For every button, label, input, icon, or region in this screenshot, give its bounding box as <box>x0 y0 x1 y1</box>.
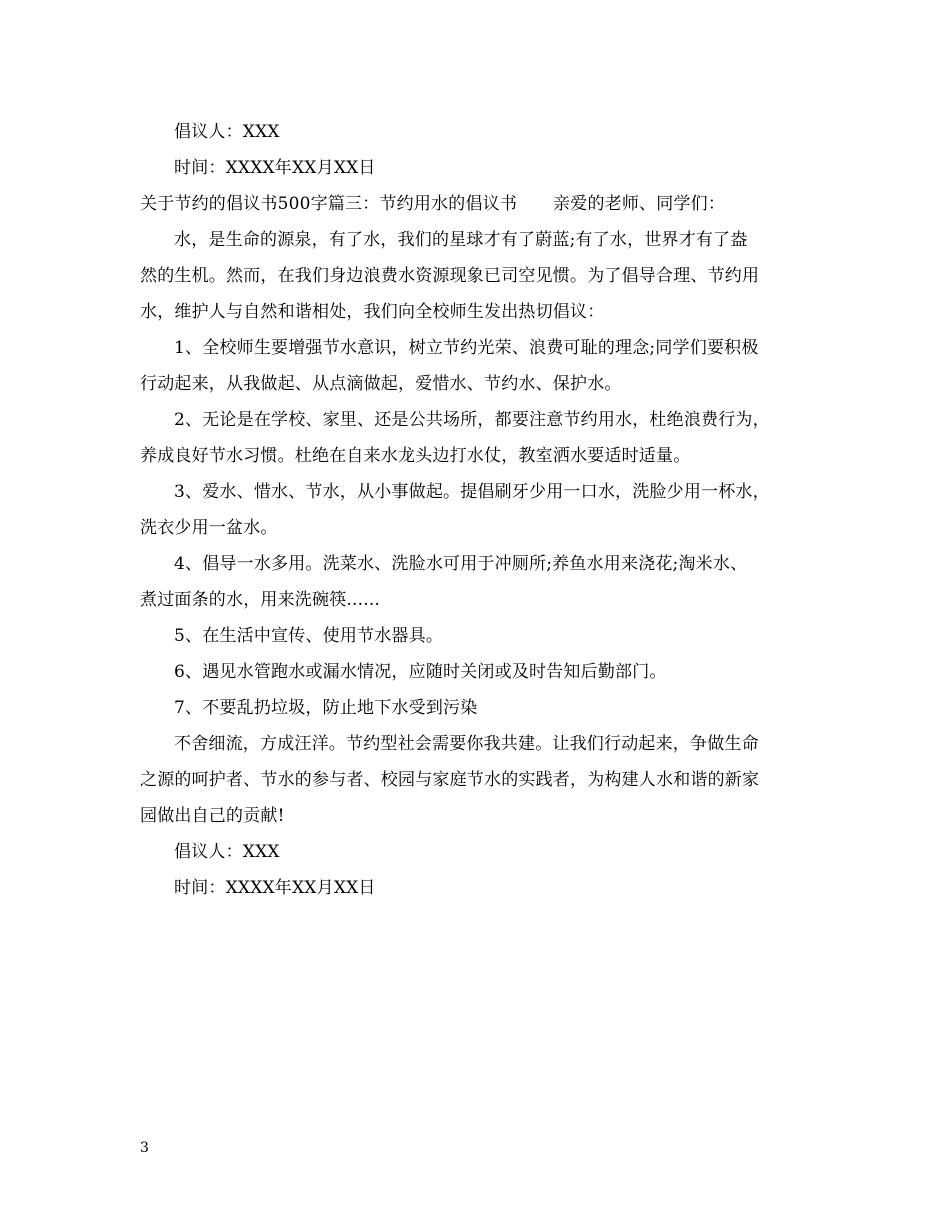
date-line <box>140 150 820 186</box>
list-item-6 <box>140 654 820 690</box>
text-line: 7、不要乱扔垃圾，防止地下水受到污染 <box>174 698 478 718</box>
text-line: 时间：XXXX年XX月XX日 <box>174 158 376 178</box>
text-line: 然的生机。然而，在我们身边浪费水资源现象已司空见惯。为了倡导合理、节约用 <box>140 266 760 286</box>
text-line: 洗衣少用一盆水。 <box>140 518 278 538</box>
paragraph-line <box>140 762 820 798</box>
paragraph-line <box>140 366 820 402</box>
text-line: 5、在生活中宣传、使用节水器具。 <box>174 626 444 646</box>
text-line: 园做出自己的贡献! <box>140 806 285 826</box>
text-line: 3、爱水、惜水、节水，从小事做起。提倡刷牙少用一口水，洗脸少用一杯水， <box>174 482 770 502</box>
text-line: 行动起来，从我做起、从点滴做起，爱惜水、节约水、保护水。 <box>140 374 622 394</box>
paragraph-line <box>140 798 820 834</box>
page-number: 3 <box>140 1140 149 1156</box>
paragraph-line <box>140 294 820 330</box>
text-line: 不舍细流，方成汪洋。节约型社会需要你我共建。让我们行动起来，争做生命 <box>174 734 759 754</box>
text-line: 煮过面条的水，用来洗碗筷...... <box>140 590 381 610</box>
signer-line <box>140 834 820 870</box>
text-line: 养成良好节水习惯。杜绝在自来水龙头边打水仗，教室洒水要适时适量。 <box>140 446 691 466</box>
text-line: 倡议人：XXX <box>174 842 280 862</box>
text-line: 倡议人：XXX <box>174 122 280 142</box>
section-heading <box>140 186 820 222</box>
paragraph-line <box>140 438 820 474</box>
text-line: 4、倡导一水多用。洗菜水、洗脸水可用于冲厕所;养鱼水用来浇花;淘米水、 <box>174 554 748 574</box>
document-body <box>140 114 820 906</box>
list-item-3 <box>140 474 820 510</box>
salutation-text: 亲爱的老师、同学们： <box>553 194 726 214</box>
text-line: 2、无论是在学校、家里、还是公共场所，都要注意节约用水，杜绝浪费行为， <box>174 410 770 430</box>
paragraph-line <box>140 222 820 258</box>
list-item-1 <box>140 330 820 366</box>
list-item-2 <box>140 402 820 438</box>
list-item-5 <box>140 618 820 654</box>
closing-paragraph <box>140 726 820 762</box>
paragraph-line <box>140 510 820 546</box>
text-line: 水，维护人与自然和谐相处，我们向全校师生发出热切倡议： <box>140 302 605 322</box>
text-line: 1、全校师生要增强节水意识，树立节约光荣、浪费可耻的理念;同学们要积极 <box>174 338 759 358</box>
list-item-7 <box>140 690 820 726</box>
text-line: 6、遇见水管跑水或漏水情况，应随时关闭或及时告知后勤部门。 <box>174 662 667 682</box>
list-item-4 <box>140 546 820 582</box>
signer-line <box>140 114 820 150</box>
text-line: 水，是生命的源泉，有了水，我们的星球才有了蔚蓝;有了水，世界才有了盎 <box>174 230 748 250</box>
date-line <box>140 870 820 906</box>
text-line: 之源的呵护者、节水的参与者、校园与家庭节水的实践者，为构建人水和谐的新家 <box>140 770 760 790</box>
paragraph-line <box>140 258 820 294</box>
paragraph-line <box>140 582 820 618</box>
heading-text: 关于节约的倡议书500字篇三：节约用水的倡议书 <box>140 194 518 214</box>
text-line: 时间：XXXX年XX月XX日 <box>174 878 376 898</box>
